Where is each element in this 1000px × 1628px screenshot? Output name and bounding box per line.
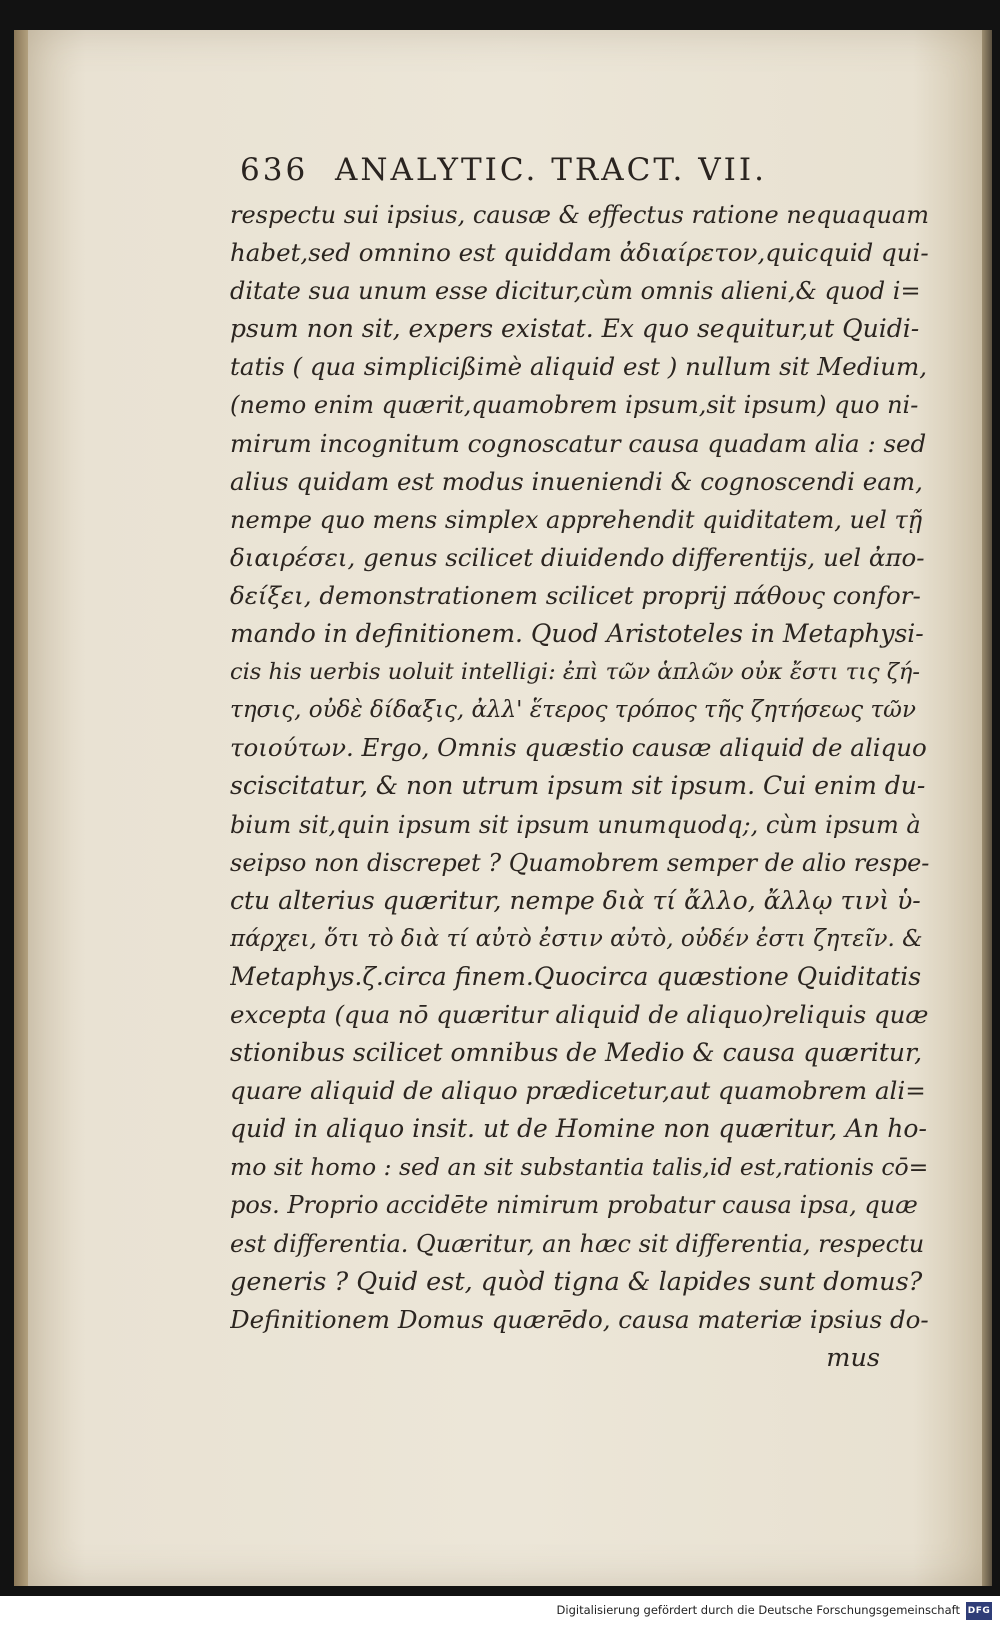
text-line: mando in definitionem. Quod Aristoteles in Metaphysi- <box>230 619 924 649</box>
text-line: sciscitatur, & non utrum ipsum sit ipsum. Cui enim du- <box>230 771 926 801</box>
page-number: 636 <box>240 152 309 188</box>
text-line: πάρχει, ὅτι τὸ διὰ τί αὐτὸ ἐστιν αὐτὸ, οὐδέν ἐστι ζητεῖν. & <box>230 925 923 952</box>
text-line: est differentia. Quæritur, an hæc sit differentia, respectu <box>230 1229 925 1258</box>
footer-credit: Digitalisierung gefördert durch die Deutsche Forschungsgemeinschaft <box>556 1603 960 1617</box>
text-line: (nemo enim quærit,quamobrem ipsum,sit ipsum) quo ni- <box>230 391 919 420</box>
text-line: excepta (qua nō quæritur aliquid de aliquo)reliquis quæ <box>230 999 929 1029</box>
text-line: cis his uerbis uoluit intelligi: ἐπὶ τῶν ἁπλῶν οὐκ ἔστι τις ζή- <box>230 659 920 686</box>
text-line: seipso non discrepet ? Quamobrem semper de alio respe- <box>230 848 930 877</box>
text-line: quare aliquid de aliquo prædicetur,aut quamobrem ali= <box>230 1076 926 1106</box>
text-line: διαιρέσει, genus scilicet diuidendo differentijs, uel ἀπο- <box>230 542 925 572</box>
digitization-footer <box>0 1596 1000 1628</box>
body-text <box>230 196 930 1377</box>
page-edge-right <box>982 30 992 1586</box>
text-line: τησις, οὐδὲ δίδαξις, ἀλλ' ἕτερος τρόπος τῆς ζητήσεως τῶν <box>230 697 916 724</box>
text-line: mirum incognitum cognoscatur causa quadam alia : sed <box>230 428 927 458</box>
text-line: respectu sui ipsius, causæ & effectus ratione nequaquam <box>230 201 929 229</box>
text-line: ditate sua unum esse dicitur,cùm omnis alieni,& quod i= <box>230 277 921 306</box>
text-line: τοιούτων. Ergo, Omnis quæstio causæ aliquid de aliquo <box>230 733 927 763</box>
text-line: stionibus scilicet omnibus de Medio & causa quæritur, <box>230 1038 923 1068</box>
text-line: generis ? Quid est, quòd tigna & lapides sunt domus? <box>230 1266 923 1297</box>
dfg-logo-icon: DFG <box>966 1602 992 1620</box>
text-line: ctu alterius quæritur, nempe διὰ τί ἄλλο, ἄλλῳ τινὶ ὑ- <box>230 885 921 915</box>
text-line: habet,sed omnino est quiddam ἀδιαίρετον,quicquid qui- <box>230 238 929 268</box>
text-line: quid in aliquo insit. ut de Homine non quæritur, An ho- <box>230 1114 927 1144</box>
text-line: alius quidam est modus inueniendi & cognoscendi eam, <box>230 466 923 496</box>
text-line: bium sit,quin ipsum sit ipsum unumquodq;, cùm ipsum à <box>230 810 921 839</box>
text-line: pos. Proprio accidēte nimirum probatur causa ipsa, quæ <box>230 1191 918 1220</box>
text-line: Metaphys.ζ.circa finem.Quocirca quæstione Quiditatis <box>230 961 922 991</box>
text-line: nempe quo mens simplex apprehendit quiditatem, uel τῇ <box>230 505 923 534</box>
text-line: δείξει, demonstrationem scilicet proprij πάθους confor- <box>230 580 921 610</box>
running-title: ANALYTIC. TRACT. VII. <box>335 152 767 188</box>
text-line: psum non sit, expers existat. Ex quo sequitur,ut Quidi- <box>230 314 920 344</box>
text-line: mo sit homo : sed an sit substantia talis,id est,rationis cō= <box>230 1153 929 1182</box>
running-header <box>240 152 880 192</box>
text-line: Definitionem Domus quærēdo, causa materiæ ipsius do- <box>230 1304 929 1334</box>
catchword: mus <box>826 1342 880 1373</box>
text-line: tatis ( qua simplicißimè aliquid est ) nullum sit Medium, <box>230 352 928 382</box>
